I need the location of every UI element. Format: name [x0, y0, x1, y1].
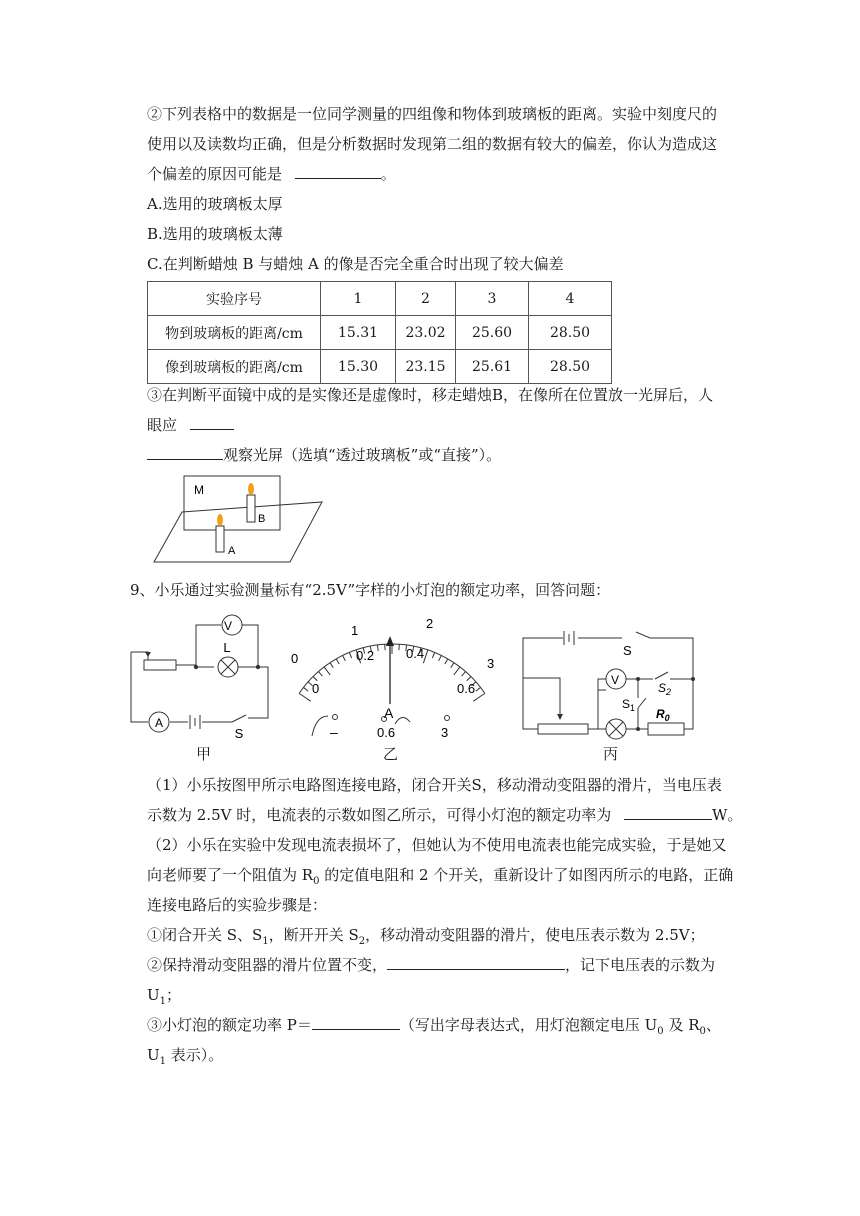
q8-sub3-line2-text: 眼应 [147, 416, 178, 434]
q9-step3-sub0: 0 [657, 1026, 664, 1037]
q9-step3-sub0b: 0 [699, 1026, 706, 1037]
dial-top-tick: 2 [426, 616, 434, 631]
option-a: A.选用的玻璃板太厚 [147, 195, 283, 213]
candle-a [216, 526, 224, 552]
dial-top-tick: 1 [351, 623, 359, 638]
dial-tick [462, 672, 466, 677]
switch-s2-label: $S_2$ [658, 681, 672, 697]
mirror-candle-figure [150, 470, 325, 565]
table-cell: 25.60 [456, 316, 529, 350]
q9-title: 9、小乐通过实验测量标有“2.5V”字样的小灯泡的额定功率，回答问题： [130, 581, 611, 599]
q9-step3-line2 [147, 1045, 223, 1072]
table-cell: 23.15 [396, 350, 456, 384]
q9-p2-line3: 连接电路后的实验步骤是： [147, 896, 328, 914]
q8-line1: ②下列表格中的数据是一位同学测量的四组像和物体到玻璃板的距离。实验中刻度尺的 [147, 105, 718, 123]
table-cell: 23.02 [396, 316, 456, 350]
dial-unit-label: A [384, 705, 394, 721]
table-cell: 15.31 [321, 316, 396, 350]
table-cell: 像到玻璃板的距离/cm [148, 350, 321, 384]
q9-step2-line2 [147, 985, 181, 1012]
q8-line3-end: 。 [380, 165, 396, 183]
q9-p1-line2-text: 示数为 2.5V 时，电流表的示数如图乙所示，可得小灯泡的额定功率为 [147, 806, 612, 824]
q9-step2-b: ，记下电压表的示数为 [565, 956, 716, 974]
q9-step3-a: ③小灯泡的额定功率 P＝ [147, 1016, 312, 1034]
dial-tick [451, 663, 454, 668]
answer-blank-8-3a[interactable] [190, 415, 234, 430]
circuit-figure-bing [518, 626, 703, 744]
dial-tick [454, 667, 460, 675]
table-cell: 1 [321, 282, 396, 316]
table-cell: 2 [396, 282, 456, 316]
figure-caption-yi: 乙 [383, 745, 399, 763]
terminal-3: 3 [441, 725, 449, 740]
q9-step1-a: ①闭合开关 S、S [147, 926, 263, 944]
answer-blank-9-3[interactable] [312, 1015, 400, 1030]
dial-tick [299, 693, 311, 701]
q8-sub3-line1: ③在判断平面镜中成的是实像还是虚像时，移走蜡烛B，在像所在位置放一光屏后，人 [147, 386, 714, 404]
ammeter-label: A [154, 716, 164, 730]
dial-bottom-tick: 0.2 [356, 648, 375, 663]
q9-step2-a: ②保持滑动变阻器的滑片位置不变， [147, 956, 388, 974]
dial-tick [349, 652, 351, 658]
q9-step3-mid: 及 R [663, 1016, 700, 1034]
answer-blank-8-2[interactable] [295, 164, 381, 179]
q8-sub3-line3-text: 观察光屏（选填“透过玻璃板”或“直接”）。 [223, 446, 502, 464]
table-cell: 28.50 [529, 350, 612, 384]
q8-sub3-line2 [147, 415, 234, 435]
q9-step3-u-sub: 1 [159, 1056, 167, 1067]
answer-blank-9-2[interactable] [387, 955, 565, 970]
option-c: C.在判断蜡烛 B 与蜡烛 A 的像是否完全重合时出现了较大偏差 [147, 255, 564, 273]
q9-step2-u: U [147, 986, 160, 1004]
q9-step3-line2-end: 表示）。 [166, 1046, 224, 1064]
q9-step2-end: ； [166, 986, 182, 1004]
candle-label-a: A [228, 545, 236, 557]
table-cell: 25.61 [456, 350, 529, 384]
dial-tick [476, 687, 481, 691]
q9-step2 [147, 955, 715, 975]
table-cell: 15.30 [321, 350, 396, 384]
table-header-row [148, 282, 612, 316]
lamp-label: L [223, 640, 231, 655]
q8-line3 [147, 164, 396, 184]
dial-tick [318, 672, 322, 677]
dial-bottom-tick: 0 [312, 681, 320, 696]
dial-bottom-tick: 0.4 [406, 646, 425, 661]
dial-bottom-tick: 0.6 [457, 681, 476, 696]
answer-blank-9-1[interactable] [624, 805, 712, 820]
q9-step3-u: U [147, 1046, 160, 1064]
table-cell: 28.50 [529, 316, 612, 350]
q8-sub3-line3 [147, 445, 501, 465]
mirror-label-m: M [194, 483, 204, 497]
dial-tick [336, 659, 339, 664]
q9-step1-sub1: 1 [262, 936, 269, 947]
flame-b-icon [248, 483, 254, 495]
option-b: B.选用的玻璃板太薄 [147, 225, 283, 243]
dial-top-tick: 3 [487, 656, 495, 671]
table-row [148, 350, 612, 384]
q9-p1-unit: W。 [712, 806, 743, 824]
dial-tick [330, 663, 333, 668]
circuit-figure-jia [126, 612, 276, 740]
q8-line2: 使用以及读数均正确，但是分析数据时发现第二组的数据有较大的偏差，你认为造成这 [147, 135, 718, 153]
switch-s-label: S [623, 643, 632, 658]
table-row [148, 316, 612, 350]
switch-label: S [234, 726, 244, 740]
q9-step1-c: ，移动滑动变阻器的滑片，使电压表示数为 2.5V； [365, 926, 705, 944]
q9-p2-line2-b: 的定值电阻和 2 个开关，重新设计了如图丙所示的电路，正确 [319, 866, 734, 884]
q9-step1-b: ，断开开关 S [268, 926, 359, 944]
terminal-negative: – [330, 724, 338, 740]
q9-p2-line2 [147, 865, 733, 892]
voltmeter-label-bing: V [611, 673, 620, 687]
table-cell: 3 [456, 282, 529, 316]
table-cell: 物到玻璃板的距离/cm [148, 316, 321, 350]
dial-tick [377, 645, 378, 651]
q8-line3-text: 个偏差的原因可能是 [147, 165, 283, 183]
q9-step1-sub2: 2 [358, 936, 366, 947]
voltmeter-label: V [223, 619, 233, 633]
dial-tick [439, 655, 442, 660]
q9-step3 [147, 1015, 721, 1042]
dial-top-tick: 0 [291, 651, 299, 666]
distance-table [147, 281, 612, 384]
dial-tick [432, 652, 434, 658]
switch-s1-label: $S_1$ [622, 697, 636, 713]
dial-tick [343, 655, 346, 660]
q9-p1-line2 [147, 805, 742, 825]
q9-step3-b: （写出字母表达式，用灯泡额定电压 U [399, 1016, 658, 1034]
dial-tick [324, 667, 330, 675]
q9-step1 [147, 925, 705, 952]
q9-p2-line2-sub: 0 [313, 876, 320, 887]
q9-p2-line2-a: 向老师要了一个阻值为 R [147, 866, 314, 884]
table-cell: 4 [529, 282, 612, 316]
answer-blank-8-3b[interactable] [147, 445, 223, 460]
q9-p1-line1: （1）小乐按图甲所示电路图连接电路，闭合开关S，移动滑动变阻器的滑片，当电压表 [147, 776, 722, 794]
candle-label-b: B [258, 513, 266, 525]
figure-caption-jia: 甲 [196, 745, 212, 763]
r0-label: $R_0$ [656, 707, 670, 723]
table-cell: 实验序号 [148, 282, 321, 316]
dial-tick [303, 687, 308, 691]
ammeter-dial-figure [280, 606, 510, 742]
candle-b [247, 495, 255, 522]
figure-caption-bing: 丙 [603, 745, 619, 763]
q9-p2-line1: （2）小乐在实验中发现电流表损坏了，但她认为不使用电流表也能完成实验，于是她又 [147, 836, 727, 854]
flame-a-icon [217, 514, 223, 526]
dial-tick [445, 659, 448, 664]
q9-step3-end: 、 [705, 1016, 721, 1034]
q9-step2-u-sub: 1 [159, 996, 167, 1007]
terminal-0-6: 0.6 [377, 725, 396, 740]
